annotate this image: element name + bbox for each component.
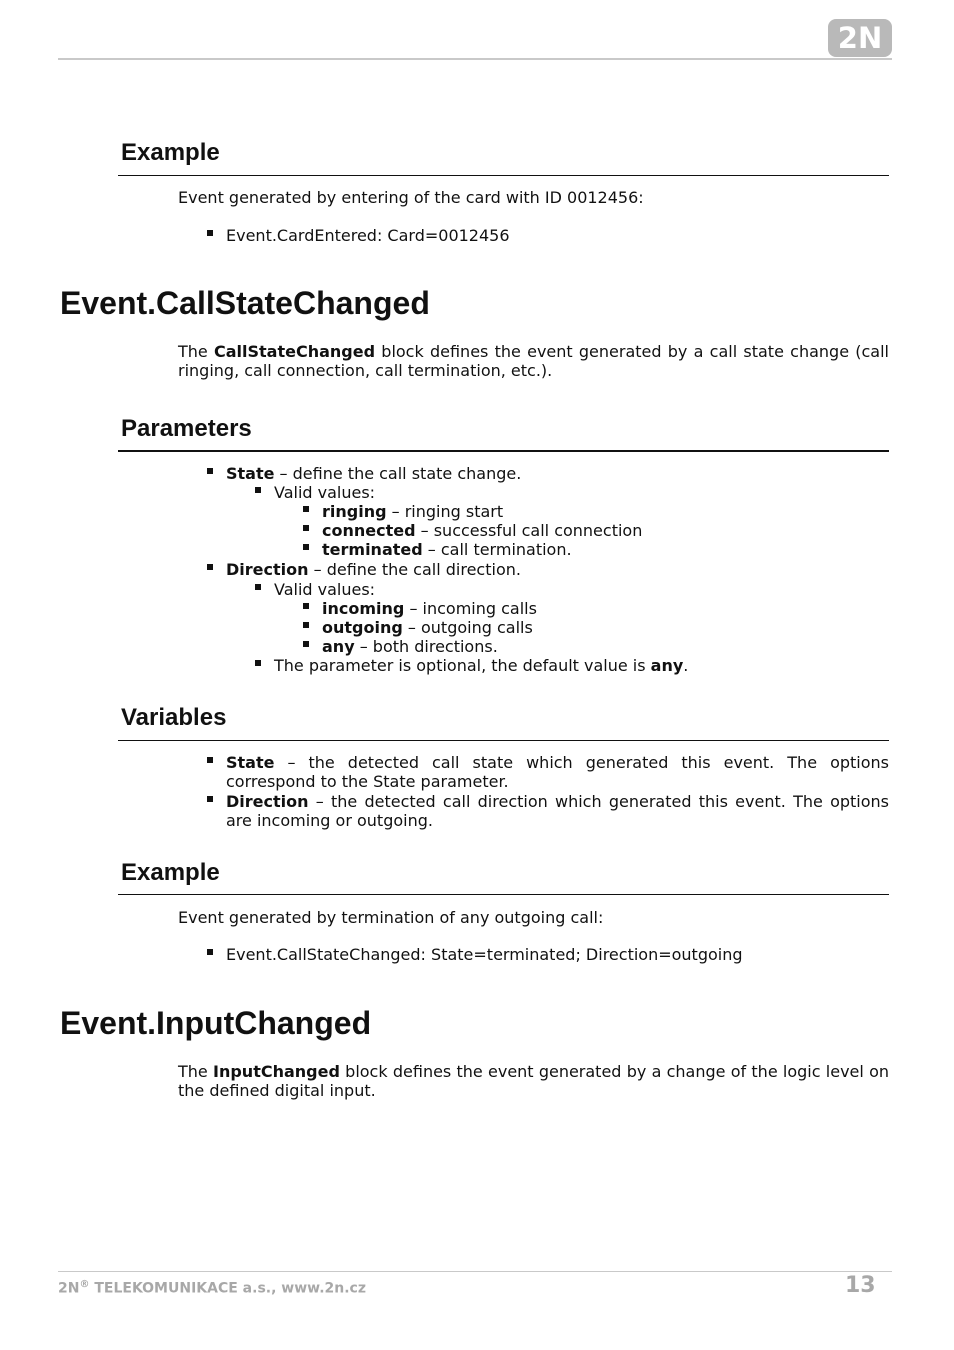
variables-heading-rule [118, 740, 889, 741]
callstate-title: Event.CallStateChanged [60, 285, 430, 321]
bullet-icon [207, 564, 213, 570]
param-value-ringing: ringing – ringing start [322, 502, 504, 521]
bullet-icon [255, 487, 261, 493]
bullet-icon [207, 468, 213, 474]
example-heading-1: Example [121, 139, 220, 166]
bullet-icon [303, 603, 309, 609]
param-value-terminated: terminated – call termination. [322, 540, 572, 559]
param-value-incoming: incoming – incoming calls [322, 599, 537, 618]
footer-rule [58, 1271, 892, 1272]
param-direction: Direction – define the call direction. [226, 560, 521, 579]
variables-heading: Variables [121, 704, 227, 731]
param-optional-note: The parameter is optional, the default value is any. [274, 656, 689, 675]
param-value-outgoing: outgoing – outgoing calls [322, 618, 533, 637]
bullet-icon [303, 641, 309, 647]
parameters-heading-rule [118, 450, 889, 452]
bullet-icon [207, 757, 213, 763]
bullet-icon [303, 622, 309, 628]
parameters-heading: Parameters [121, 415, 252, 442]
inputchanged-description: The InputChanged block defines the event generated by a change of the logic level on the defined digital input. [178, 1062, 889, 1100]
bullet-icon [255, 660, 261, 666]
bullet-icon [255, 584, 261, 590]
bullet-icon [303, 525, 309, 531]
example-1-intro: Event generated by entering of the card with ID 0012456: [178, 188, 644, 207]
inputchanged-title: Event.InputChanged [60, 1005, 372, 1041]
bullet-icon [207, 230, 213, 236]
header-rule [58, 58, 892, 60]
bullet-icon [303, 544, 309, 550]
param-direction-valid-values: Valid values: [274, 580, 376, 599]
example-2-intro: Event generated by termination of any outgoing call: [178, 908, 604, 927]
example-2-bullet: Event.CallStateChanged: State=terminated; Direction=outgoing [226, 945, 743, 964]
variable-direction: Direction – the detected call direction which generated this event. The options are incoming or outgoing. [226, 792, 889, 830]
callstate-description: The CallStateChanged block defines the event generated by a call state change (call ringing, call connection, call termination, etc.). [178, 342, 890, 380]
page-number: 13 [845, 1273, 876, 1298]
example-1-bullet: Event.CardEntered: Card=0012456 [226, 226, 510, 245]
example-heading-2-rule [118, 894, 889, 895]
bullet-icon [303, 506, 309, 512]
param-value-any: any – both directions. [322, 637, 498, 656]
bullet-icon [207, 949, 213, 955]
param-state-valid-values: Valid values: [274, 483, 376, 502]
param-value-connected: connected – successful call connection [322, 521, 643, 540]
example-heading-2: Example [121, 859, 220, 886]
bullet-icon [207, 796, 213, 802]
example-heading-1-rule [118, 175, 889, 176]
2n-logo: 2N [828, 19, 892, 57]
param-state: State – define the call state change. [226, 464, 522, 483]
footer-company: 2N® TELEKOMUNIKACE a.s., www.2n.cz [58, 1279, 366, 1297]
variable-state: State – the detected call state which generated this event. The options correspond to the State parameter. [226, 753, 889, 791]
